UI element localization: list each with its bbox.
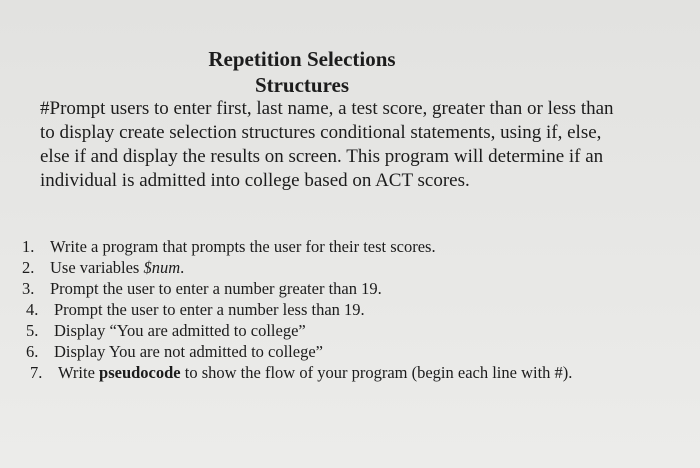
step-number: 3. [22,279,35,298]
step-number: 2. [22,258,35,277]
steps-list [22,236,662,383]
list-item [22,341,662,362]
variable-name: $num [143,258,181,277]
step-text: Prompt the user to enter a number greater than 19. [50,279,382,298]
step-number: 4. [26,300,39,319]
document-title: Repetition Selections [208,47,396,71]
step-number: 7. [30,363,43,382]
document-subtitle: Structures [254,73,350,97]
step-text: Display You are not admitted to college” [54,342,323,361]
intro-line: else if and display the results on screen. This program will determine if an [40,146,604,167]
intro-line: to display create selection structures conditional statements, using if, else, [40,122,602,143]
step-text [50,258,184,277]
list-item [22,257,662,278]
step-number: 6. [26,342,39,361]
list-item [22,362,662,383]
emphasized-term: pseudocode [99,363,181,382]
step-text: Prompt the user to enter a number less than 19. [54,300,365,319]
step-text [58,363,572,382]
step-text-after: . [180,258,185,277]
step-text-before: Write [58,363,100,382]
step-text: Display “You are admitted to college” [54,321,306,340]
intro-line: #Prompt users to enter first, last name, a test score, greater than or less than [40,98,614,119]
step-text: Write a program that prompts the user for their test scores. [50,237,436,256]
step-number: 5. [26,321,39,340]
list-item [22,278,662,299]
step-number: 1. [22,237,35,256]
step-text-after: to show the flow of your program (begin each line with #). [180,363,573,382]
list-item [22,320,662,341]
list-item [22,299,662,320]
list-item [22,236,662,257]
intro-line: individual is admitted into college based on ACT scores. [40,170,470,191]
step-text-before: Use variables [50,258,144,277]
intro-paragraph [40,97,620,193]
